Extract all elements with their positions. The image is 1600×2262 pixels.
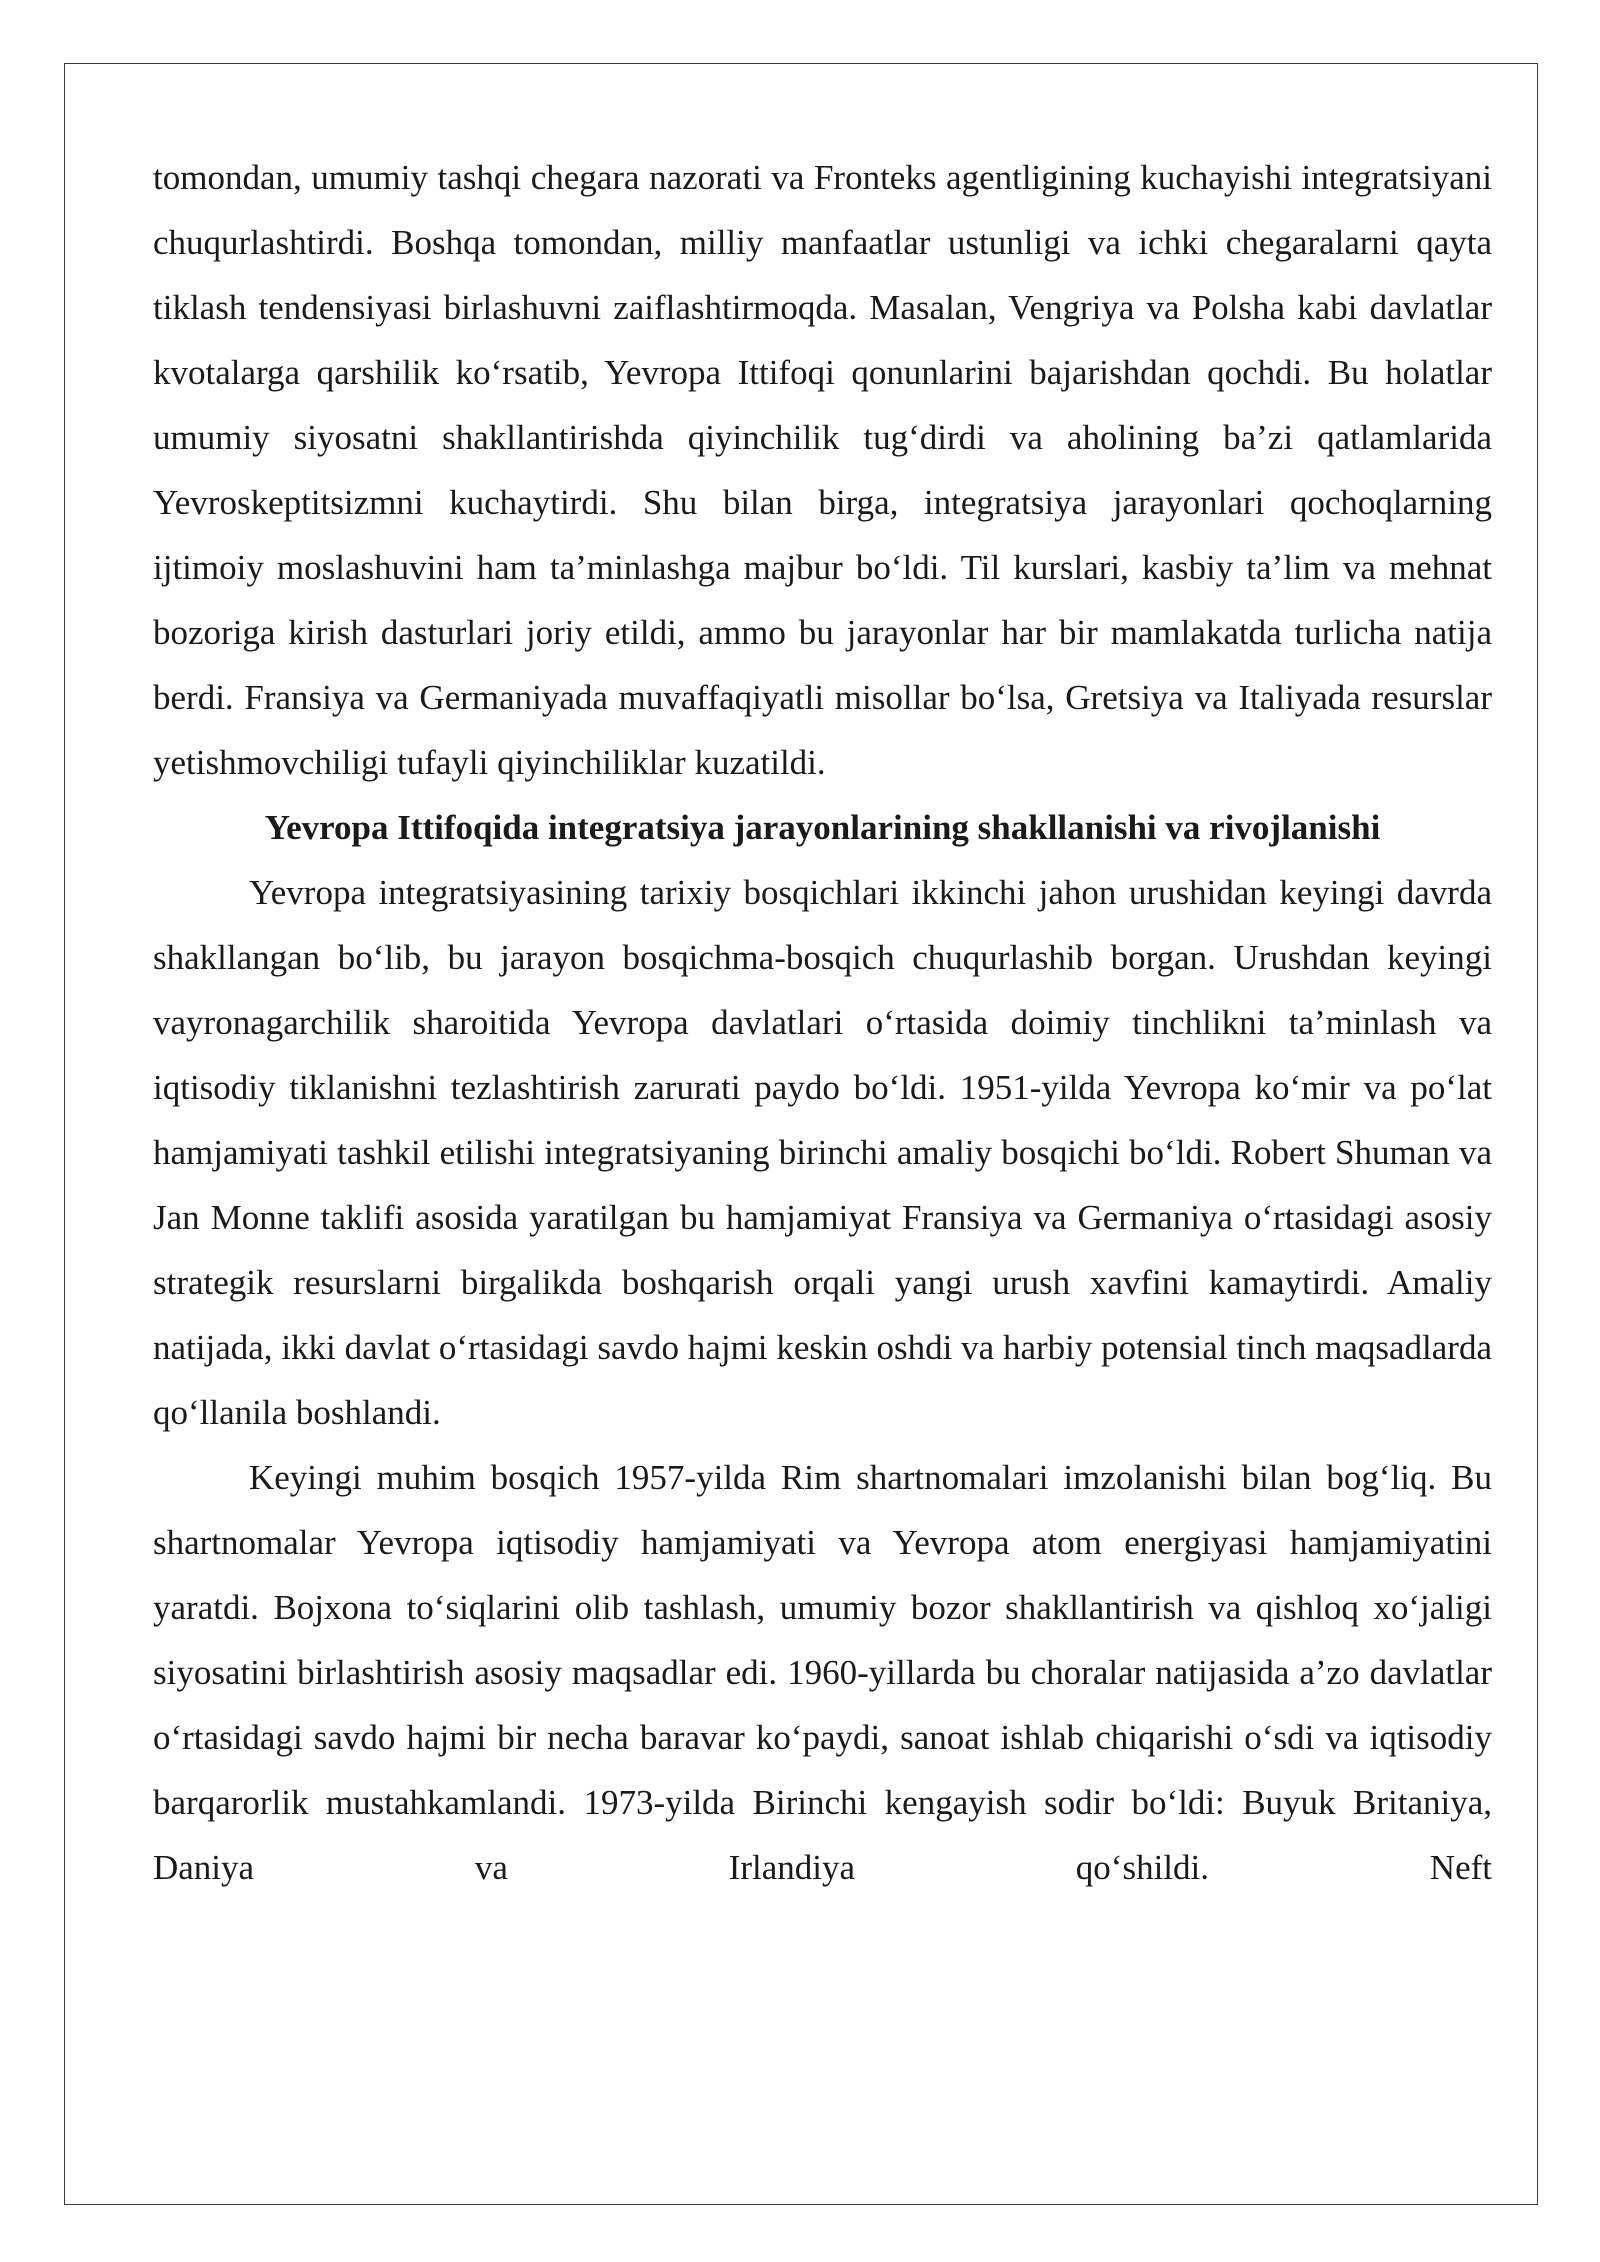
paragraph-history: Yevropa integratsiyasining tarixiy bosqichlari ikkinchi jahon urushidan keyingi davrda shakllangan bo‘lib, bu jarayon bosqichma-bosqich chuqurlashib borgan. Urushdan keyingi vayronagarchilik sharoitida Yevropa davlatlari o‘rtasida doimiy tinchlikni ta’minlash va iqtisodiy tiklanishni tezlashtirish zarurati paydo bo‘ldi. 1951-yilda Yevropa ko‘mir va po‘lat hamjamiyati tashkil etilishi integratsiyaning birinchi amaliy bosqichi bo‘ldi. Robert Shuman va Jan Monne taklifi asosida yaratilgan bu hamjamiyat Fransiya va Germaniya o‘rtasidagi asosiy strategik resurslarni birgalikda boshqarish orqali yangi urush xavfini kamaytirdi. Amaliy natijada, ikki davlat o‘rtasidagi savdo hajmi keskin oshdi va harbiy potensial tinch maqsadlarda qo‘llanila boshlandi. <box>153 873 1492 1432</box>
paragraph-continuation: tomondan, umumiy tashqi chegara nazorati va Fronteks agentligining kuchayishi integratsiyani chuqurlashtirdi. Boshqa tomondan, milliy manfaatlar ustunligi va ichki chegaralarni qayta tiklash tendensiyasi birlashuvni zaiflashtirmoqda. Masalan, Vengriya va Polsha kabi davlatlar kvotalarga qarshilik ko‘rsatib, Yevropa Ittifoqi qonunlarini bajarishdan qochdi. Bu holatlar umumiy siyosatni shakllantirishda qiyinchilik tug‘dirdi va aholining ba’zi qatlamlarida Yevroskeptitsizmni kuchaytirdi. Shu bilan birga, integratsiya jarayonlari qochoqlarning ijtimoiy moslashuvini ham ta’minlashga majbur bo‘ldi. Til kurslari, kasbiy ta’lim va mehnat bozoriga kirish dasturlari joriy etildi, ammo bu jarayonlar har bir mamlakatda turlicha natija berdi. Fransiya va Germaniyada muvaffaqiyatli misollar bo‘lsa, Gretsiya va Italiyada resurslar yetishmovchiligi tufayli qiyinchiliklar kuzatildi. <box>153 158 1492 782</box>
document-body <box>153 145 1492 1900</box>
section-heading: Yevropa Ittifoqida integratsiya jarayonlarining shakllanishi va rivojlanishi <box>264 808 1381 847</box>
paragraph-rome-treaties: Keyingi muhim bosqich 1957-yilda Rim shartnomalari imzolanishi bilan bog‘liq. Bu shartnomalar Yevropa iqtisodiy hamjamiyati va Yevropa atom energiyasi hamjamiyatini yaratdi. Bojxona to‘siqlarini olib tashlash, umumiy bozor shakllantirish va qishloq xo‘jaligi siyosatini birlashtirish asosiy maqsadlar edi. 1960-yillarda bu choralar natijasida a’zo davlatlar o‘rtasidagi savdo hajmi bir necha baravar ko‘paydi, sanoat ishlab chiqarishi o‘sdi va iqtisodiy barqarorlik mustahkamlandi. 1973-yilda Birinchi kengayish sodir bo‘ldi: Buyuk Britaniya, Daniya va Irlandiya qo‘shildi. Neft <box>153 1458 1492 1887</box>
